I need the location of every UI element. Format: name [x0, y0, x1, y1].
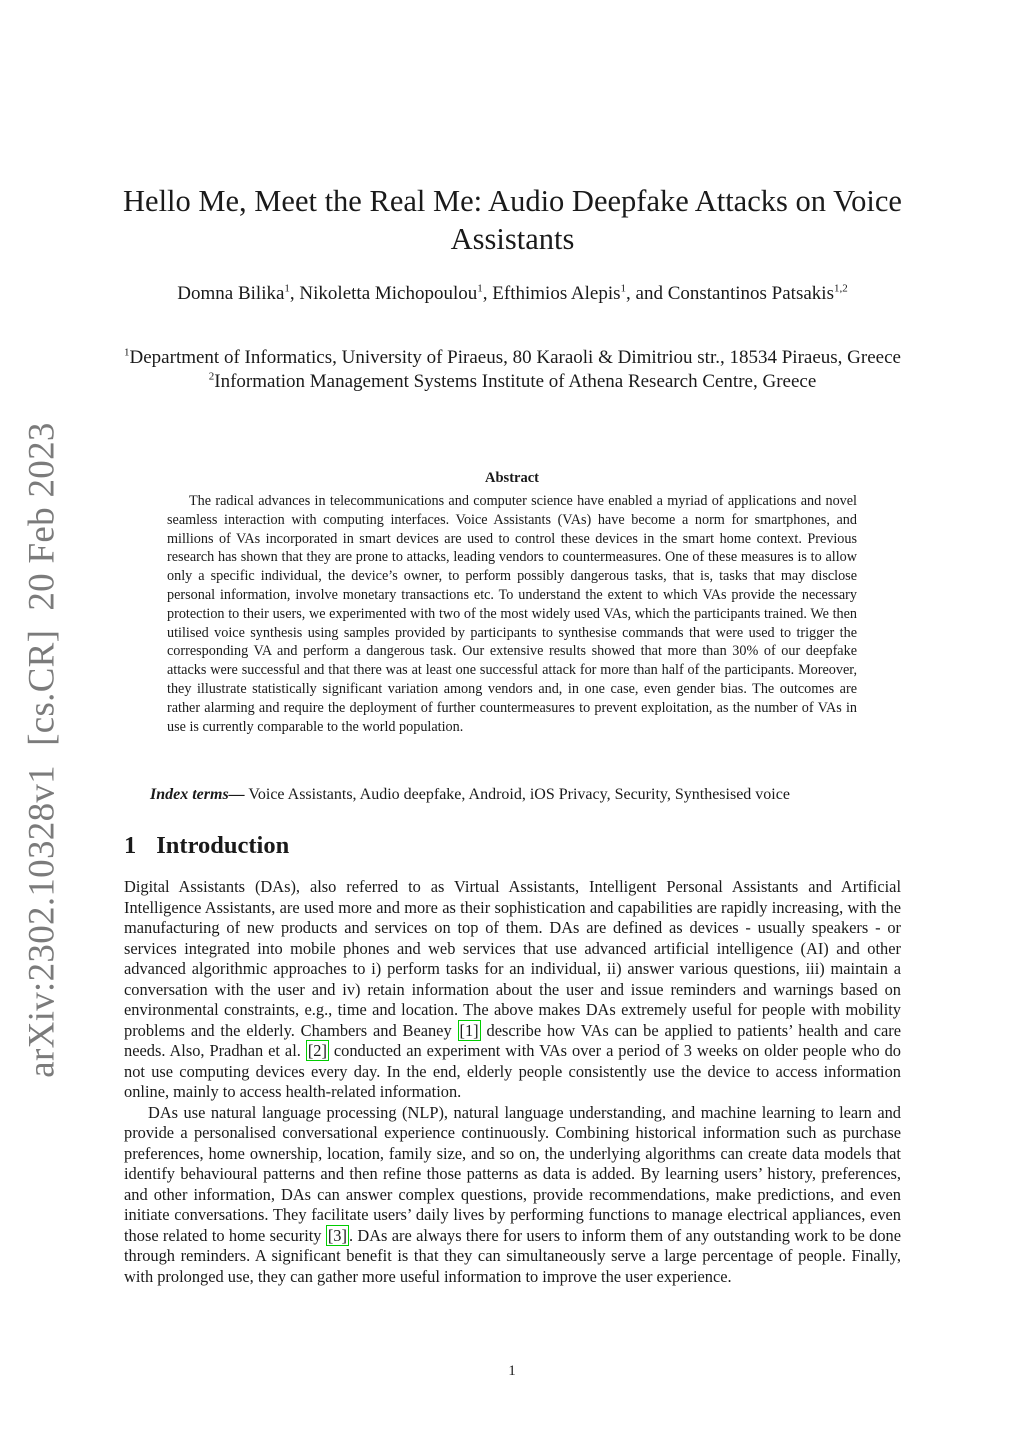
- section-number: 1: [124, 832, 137, 859]
- author-name: Constantinos Patsakis: [667, 283, 834, 304]
- section-heading: [124, 832, 289, 860]
- page-number: 1: [508, 1363, 516, 1379]
- author-separator: , and: [626, 283, 668, 304]
- author-affiliation-mark: 1,2: [833, 282, 848, 295]
- paper-title: Hello Me, Meet the Real Me: Audio Deepfake Attacks on Voice Assistants: [123, 184, 902, 256]
- author-separator: ,: [289, 283, 300, 304]
- index-terms-label: Index terms—: [150, 786, 245, 803]
- affiliation-number: 2: [208, 370, 215, 383]
- index-terms: [150, 785, 910, 805]
- affiliation-list: [120, 346, 905, 394]
- paragraph-text: DAs use natural language processing (NLP), natural language understanding, and machine learning to learn and provide a personalised conversational experience continuously. Combining historical information such as purchase preferences, home ownership, location, family size, and so on, the underlying algorithms can create data models that identify behavioural patterns and then refine those patterns as data is added. By learning users’ history, preferences, and other information, DAs can answer complex questions, provide recommendations, make predictions, and even initiate conversations. They facilitate users’ daily lives by performing functions to manage electrical appliances, even those related to home security: [124, 1102, 901, 1245]
- author-name: Efthimios Alepis: [492, 283, 621, 304]
- arxiv-stamp: [21, 422, 64, 1077]
- author-affiliation-mark: 1: [477, 282, 483, 295]
- author-name: Nikoletta Michopoulou: [299, 283, 478, 304]
- index-terms-text: Voice Assistants, Audio deepfake, Android, iOS Privacy, Security, Synthesised voice: [244, 786, 790, 803]
- author-separator: ,: [482, 283, 493, 304]
- section-title: Introduction: [156, 832, 290, 859]
- paragraph-text: Digital Assistants (DAs), also referred to as Virtual Assistants, Intelligent Personal Assistants and Artificial Intelligence Assistants, are used more and more as their sophistication and capabilities are rapidly increasing, with the manufacturing of new products and services on top of them. DAs are defined as devices - usually speakers - or services integrated into mobile phones and web services that use advanced artificial intelligence (AI) and other advanced algorithmic approaches to i) perform tasks for an individual, ii) answer various questions, iii) maintain a conversation with the user and iv) retain information about the user and issue reminders and warnings based on environmental constraints, e.g., time and location. The above makes DAs extremely useful for people with mobility problems and the elderly. Chambers and Beaney: [124, 877, 901, 1040]
- arxiv-date: 20 Feb 2023: [21, 422, 63, 611]
- abstract-text: The radical advances in telecommunications and computer science have enabled a myriad of applications and novel seamless interaction with computing interfaces. Voice Assistants (VAs) have become a norm for smartphones, and millions of VAs incorporated in smart devices are used to control these devices in the smart home context. Previous research has shown that they are prone to attacks, leading vendors to countermeasures. One of these measures is to allow only a specific individual, the device’s owner, to perform possibly dangerous tasks, that is, tasks that may disclose personal information, involve monetary transactions etc. To understand the extent to which VAs provide the necessary protection to their users, we experimented with two of the most widely used VAs, which the participants trained. We then utilised voice synthesis using samples provided by participants to synthesise commands that were used to trigger the corresponding VA and perform a dangerous task. Our extensive results showed that more than 30% of our deepfake attacks were successful and that there was at least one successful attack for more than half of the participants. Moreover, they illustrate statistically significant variation among vendors and, in one case, even gender bias. The outcomes are rather alarming and require the deployment of further countermeasures to prevent exploitation, as the number of VAs in use is currently comparable to the world population.: [167, 493, 857, 735]
- affiliation-text: Information Management Systems Institute of Athena Research Centre, Greece: [214, 371, 817, 392]
- author-name: Domna Bilika: [177, 283, 285, 304]
- arxiv-id[interactable]: arXiv:2302.10328v1: [21, 765, 63, 1078]
- affiliation: [120, 346, 905, 370]
- abstract-heading: Abstract: [485, 470, 539, 486]
- paragraph-text: conducted an experiment with VAs over a period of 3 weeks on older people who do not use computing devices every day. In the end, elderly people consistently use the device to access information online, mainly to access health-related information.: [124, 1041, 901, 1101]
- affiliation: [120, 370, 905, 394]
- body-text: [124, 877, 901, 1287]
- citation-link[interactable]: [3]: [327, 1225, 347, 1245]
- author-list: [120, 282, 905, 306]
- citation-link[interactable]: [2]: [307, 1041, 327, 1060]
- arxiv-sidebar: [0, 0, 80, 1448]
- author-affiliation-mark: 1: [620, 282, 627, 295]
- arxiv-category: [cs.CR]: [21, 629, 63, 746]
- affiliation-number: 1: [124, 346, 130, 359]
- author-affiliation-mark: 1: [284, 282, 290, 295]
- paragraph: [124, 877, 901, 1103]
- citation-link[interactable]: [1]: [459, 1020, 479, 1040]
- paragraph: [124, 1103, 901, 1288]
- paragraph-text: . DAs are always there for users to inform them of any outstanding work to be done through reminders. A significant benefit is that they can simultaneously serve a large percentage of people. Finally, with prolonged use, they can gather more useful information to improve the user experience.: [124, 1225, 901, 1286]
- paragraph-text: describe how VAs can be applied to patients’ health and care needs. Also, Pradhan et al.: [124, 1020, 901, 1060]
- affiliation-text: Department of Informatics, University of Piraeus, 80 Karaoli & Dimitriou str., 18534 Piraeus, Greece: [129, 347, 901, 368]
